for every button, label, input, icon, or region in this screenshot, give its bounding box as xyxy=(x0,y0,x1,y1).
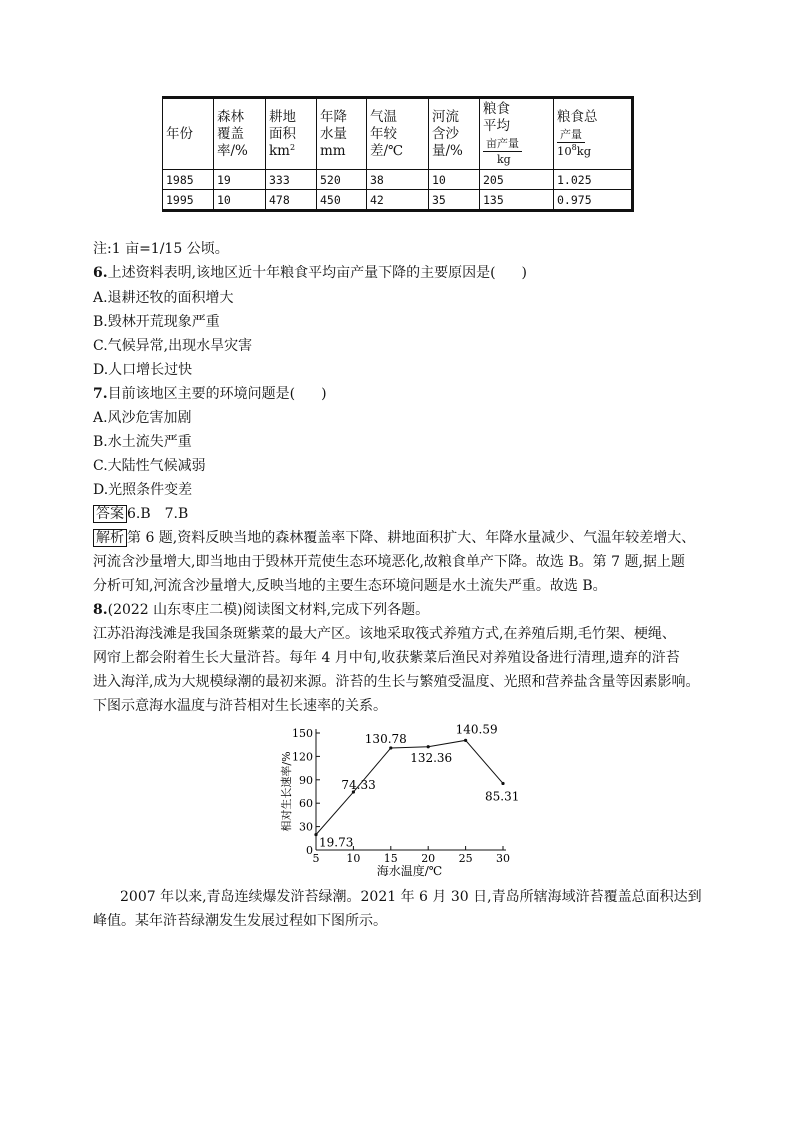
header-precip: 年降 水量 mm xyxy=(317,98,367,170)
q7-option-b: B.水土流失严重 xyxy=(93,434,192,450)
table-cell: 10 xyxy=(214,190,266,211)
table-cell: 135 xyxy=(480,190,554,211)
question-7-stem: 7.目前该地区主要的环境问题是( ) xyxy=(93,386,327,402)
x-tick-label: 20 xyxy=(421,852,436,865)
header-forest: 森林 覆盖 率/% xyxy=(214,98,266,170)
q6-option-b: B.毁林开荒现象严重 xyxy=(93,314,220,330)
q7-option-d: D.光照条件变差 xyxy=(93,482,193,498)
answer-line: 答案 6.B 7.B xyxy=(93,504,188,524)
x-tick-label: 5 xyxy=(312,852,320,865)
header-total-output: 粮食总 产量 $10^8kg$ xyxy=(554,98,633,170)
table-cell: 333 xyxy=(266,170,317,190)
data-label: 19.73 xyxy=(319,835,354,850)
table-cell: 35 xyxy=(429,190,480,211)
q7-option-c: C.大陆性气候减弱 xyxy=(93,458,206,474)
x-tick-label: 30 xyxy=(496,852,510,865)
table-cell: 1985 xyxy=(163,170,214,190)
data-point xyxy=(427,745,430,748)
table-cell: 1995 xyxy=(163,190,214,211)
y-tick-label: 30 xyxy=(299,820,313,834)
data-label: 132.36 xyxy=(410,750,453,765)
question-8-intro: 8.(2022 山东枣庄二模)阅读图文材料,完成下列各题。 xyxy=(93,602,430,618)
table-cell: 38 xyxy=(367,170,429,190)
table-cell: 19 xyxy=(214,170,266,190)
q6-option-c: C.气候异常,出现水旱灾害 xyxy=(93,338,253,354)
x-tick-label: 25 xyxy=(458,852,473,865)
table-row xyxy=(163,190,633,211)
table-cell: 520 xyxy=(317,170,367,190)
header-temp-range: 气温 年较 差/℃ xyxy=(367,98,429,170)
analysis-tag: 解析 xyxy=(93,529,127,547)
header-farmland: 耕地 面积 $km^2$ xyxy=(266,98,317,170)
q6-option-a: A.退耕还牧的面积增大 xyxy=(93,290,234,306)
q8-paragraph-line: 峰值。某年浒苔绿潮发生发展过程如下图所示。 xyxy=(93,913,387,929)
data-point xyxy=(501,782,504,785)
data-label: 140.59 xyxy=(455,723,498,737)
analysis-line: 分析可知,河流含沙量增大,反映当地的主要生态环境问题是水土流失严重。故选 B。 xyxy=(93,578,607,594)
data-table xyxy=(162,96,634,212)
data-point xyxy=(389,746,392,749)
answer-tag: 答案 xyxy=(93,505,127,523)
x-tick-label: 15 xyxy=(383,852,398,865)
y-tick-label: 90 xyxy=(299,773,313,787)
data-label: 130.78 xyxy=(364,731,407,746)
y-tick-label: 0 xyxy=(306,844,313,857)
data-point xyxy=(464,739,467,742)
table-cell: 450 xyxy=(317,190,367,211)
table-cell: 42 xyxy=(367,190,429,211)
q8-paragraph-line: 江苏沿海浅滩是我国条斑紫菜的最大产区。该地采取筏式养殖方式,在养殖后期,毛竹架、梗绳、 xyxy=(93,626,676,642)
y-tick-label: 150 xyxy=(292,727,313,740)
q8-paragraph-line: 2007 年以来,青岛连续爆发浒苔绿潮。2021 年 6 月 30 日,青岛所辖海域浒苔覆盖总面积达到 xyxy=(120,889,702,905)
question-6-stem: 6.上述资料表明,该地区近十年粮食平均亩产量下降的主要原因是( ) xyxy=(93,265,528,281)
analysis-line: 解析 第 6 题,资料反映当地的森林覆盖率下降、耕地面积扩大、年降水量减少、气温年较差增大、 xyxy=(93,528,695,548)
table-cell: 205 xyxy=(480,170,554,190)
table-note: 注:1 亩=1/15 公顷。 xyxy=(93,241,229,257)
q6-option-d: D.人口增长过快 xyxy=(93,362,193,378)
y-axis-label: 相对生长速率/% xyxy=(280,751,293,832)
y-tick-label: 120 xyxy=(292,750,313,764)
q7-option-a: A.风沙危害加剧 xyxy=(93,410,192,426)
header-sediment: 河流 含沙 量/% xyxy=(429,98,480,170)
q8-paragraph-line: 下图示意海水温度与浒苔相对生长速率的关系。 xyxy=(93,698,387,714)
data-label: 85.31 xyxy=(485,789,520,804)
analysis-line: 河流含沙量增大,即当地由于毁林开荒使生态环境恶化,故粮食单产下降。故选 B。第 7 题,据上题 xyxy=(93,554,685,570)
data-label: 74.33 xyxy=(341,778,376,793)
data-point xyxy=(314,833,317,836)
table-header-row xyxy=(163,98,633,170)
q8-paragraph-line: 进入海洋,成为大规模绿潮的最初来源。浒苔的生长与繁殖受温度、光照和营养盐含量等因素影响。 xyxy=(93,674,700,690)
table-cell: 478 xyxy=(266,190,317,211)
table-cell: 10 xyxy=(429,170,480,190)
header-year: 年份 xyxy=(163,98,214,170)
x-axis-label: 海水温度/℃ xyxy=(376,864,443,878)
y-tick-label: 60 xyxy=(299,797,313,811)
table-cell: 1.025 xyxy=(554,170,633,190)
header-yield: 粮食 平均 亩产量 kg xyxy=(480,98,554,170)
table-cell: 0.975 xyxy=(554,190,633,211)
growth-rate-chart xyxy=(276,723,536,883)
table-row xyxy=(163,170,633,190)
x-tick-label: 10 xyxy=(346,852,361,865)
q8-paragraph-line: 网帘上都会附着生长大量浒苔。每年 4 月中旬,收获紫菜后渔民对养殖设备进行清理,遗弃的浒苔 xyxy=(93,650,680,666)
